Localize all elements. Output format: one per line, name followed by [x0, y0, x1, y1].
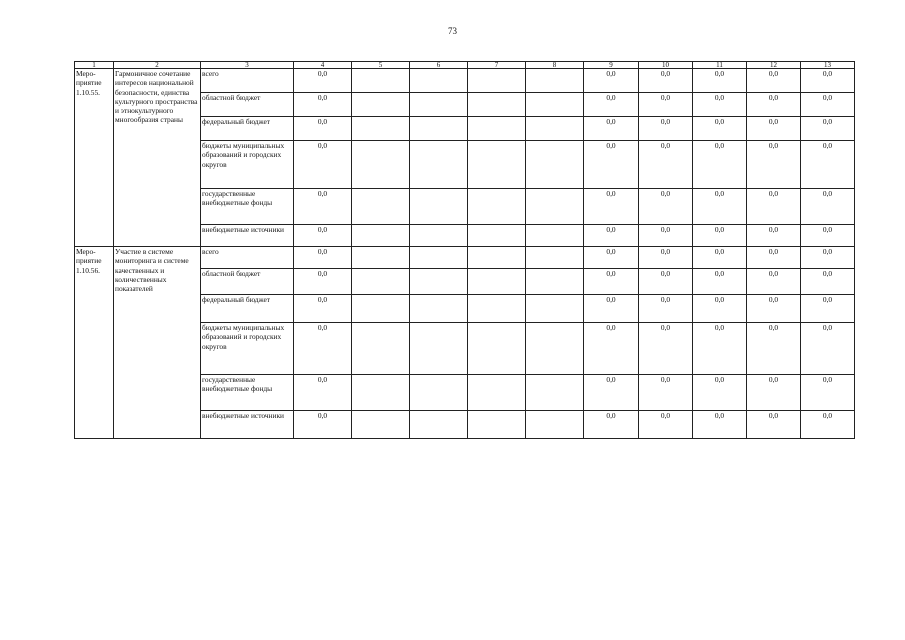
value-cell — [410, 117, 468, 141]
value-cell — [410, 269, 468, 295]
column-header: 13 — [801, 62, 855, 69]
column-header: 9 — [584, 62, 639, 69]
value-cell — [468, 411, 526, 439]
value-cell: 0,0 — [639, 93, 693, 117]
column-header: 6 — [410, 62, 468, 69]
value-cell — [410, 411, 468, 439]
value-cell — [468, 69, 526, 93]
value-cell: 0,0 — [747, 323, 801, 375]
funding-source: бюджеты муниципальных образований и городских округов — [201, 141, 294, 189]
value-cell — [410, 295, 468, 323]
value-cell: 0,0 — [584, 141, 639, 189]
value-cell: 0,0 — [747, 225, 801, 247]
column-header: 2 — [114, 62, 201, 69]
value-cell: 0,0 — [639, 375, 693, 411]
value-cell — [352, 141, 410, 189]
value-cell: 0,0 — [639, 295, 693, 323]
column-header: 12 — [747, 62, 801, 69]
column-header: 7 — [468, 62, 526, 69]
value-cell — [352, 247, 410, 269]
value-cell: 0,0 — [693, 141, 747, 189]
value-cell: 0,0 — [801, 375, 855, 411]
value-cell: 0,0 — [747, 269, 801, 295]
funding-source: государственные внебюджетные фонды — [201, 189, 294, 225]
value-cell — [468, 323, 526, 375]
value-cell: 0,0 — [693, 69, 747, 93]
column-header: 8 — [526, 62, 584, 69]
value-cell: 0,0 — [584, 117, 639, 141]
funding-source: государственные внебюджетные фонды — [201, 375, 294, 411]
value-cell — [410, 375, 468, 411]
budget-table — [74, 61, 855, 439]
column-header: 5 — [352, 62, 410, 69]
value-cell: 0,0 — [801, 69, 855, 93]
value-cell — [526, 411, 584, 439]
value-cell: 0,0 — [294, 189, 352, 225]
value-cell: 0,0 — [693, 189, 747, 225]
value-cell — [410, 247, 468, 269]
value-cell: 0,0 — [584, 323, 639, 375]
value-cell: 0,0 — [294, 225, 352, 247]
value-cell — [468, 141, 526, 189]
value-cell — [468, 225, 526, 247]
value-cell — [526, 93, 584, 117]
value-cell: 0,0 — [639, 411, 693, 439]
value-cell: 0,0 — [747, 295, 801, 323]
value-cell — [526, 225, 584, 247]
value-cell — [526, 69, 584, 93]
value-cell — [352, 411, 410, 439]
value-cell: 0,0 — [747, 375, 801, 411]
value-cell: 0,0 — [639, 69, 693, 93]
value-cell: 0,0 — [639, 269, 693, 295]
funding-source: внебюджетные источники — [201, 225, 294, 247]
table-row — [75, 69, 855, 93]
value-cell: 0,0 — [693, 247, 747, 269]
funding-source: областной бюджет — [201, 269, 294, 295]
value-cell: 0,0 — [584, 375, 639, 411]
value-cell: 0,0 — [801, 247, 855, 269]
column-header: 1 — [75, 62, 114, 69]
value-cell — [352, 93, 410, 117]
value-cell — [352, 117, 410, 141]
value-cell: 0,0 — [584, 93, 639, 117]
value-cell: 0,0 — [294, 375, 352, 411]
value-cell: 0,0 — [639, 247, 693, 269]
value-cell: 0,0 — [693, 375, 747, 411]
value-cell: 0,0 — [639, 225, 693, 247]
value-cell: 0,0 — [693, 93, 747, 117]
value-cell — [410, 323, 468, 375]
value-cell — [526, 141, 584, 189]
value-cell: 0,0 — [294, 269, 352, 295]
value-cell — [410, 189, 468, 225]
event-title: Гармоничное сочетание интересов национальной безопасности, единства культурного пространства и этнокультурного многообразия страны — [114, 69, 201, 247]
value-cell: 0,0 — [294, 93, 352, 117]
value-cell — [352, 69, 410, 93]
value-cell — [468, 295, 526, 323]
value-cell: 0,0 — [801, 269, 855, 295]
funding-source: федеральный бюджет — [201, 295, 294, 323]
page-number: 73 — [448, 26, 457, 36]
value-cell: 0,0 — [747, 247, 801, 269]
funding-source: федеральный бюджет — [201, 117, 294, 141]
value-cell: 0,0 — [584, 69, 639, 93]
event-code: Меро- приятие 1.10.56. — [75, 247, 114, 439]
value-cell: 0,0 — [639, 189, 693, 225]
value-cell: 0,0 — [747, 189, 801, 225]
value-cell: 0,0 — [747, 69, 801, 93]
value-cell — [468, 117, 526, 141]
value-cell — [526, 323, 584, 375]
value-cell — [526, 247, 584, 269]
value-cell: 0,0 — [801, 189, 855, 225]
value-cell — [352, 189, 410, 225]
value-cell: 0,0 — [584, 295, 639, 323]
funding-source: областной бюджет — [201, 93, 294, 117]
value-cell: 0,0 — [747, 117, 801, 141]
funding-source: всего — [201, 69, 294, 93]
value-cell: 0,0 — [801, 117, 855, 141]
value-cell: 0,0 — [801, 411, 855, 439]
value-cell: 0,0 — [693, 269, 747, 295]
value-cell — [410, 93, 468, 117]
value-cell: 0,0 — [639, 323, 693, 375]
value-cell: 0,0 — [747, 411, 801, 439]
value-cell — [526, 117, 584, 141]
value-cell — [526, 189, 584, 225]
value-cell: 0,0 — [294, 247, 352, 269]
value-cell: 0,0 — [639, 117, 693, 141]
value-cell: 0,0 — [294, 323, 352, 375]
value-cell: 0,0 — [584, 411, 639, 439]
value-cell: 0,0 — [693, 295, 747, 323]
value-cell: 0,0 — [747, 93, 801, 117]
value-cell — [526, 269, 584, 295]
value-cell: 0,0 — [584, 269, 639, 295]
value-cell: 0,0 — [584, 225, 639, 247]
value-cell: 0,0 — [693, 323, 747, 375]
value-cell — [468, 375, 526, 411]
table-body — [75, 62, 855, 439]
value-cell: 0,0 — [584, 189, 639, 225]
value-cell: 0,0 — [294, 295, 352, 323]
value-cell: 0,0 — [693, 225, 747, 247]
value-cell: 0,0 — [801, 141, 855, 189]
value-cell: 0,0 — [693, 411, 747, 439]
column-header: 3 — [201, 62, 294, 69]
value-cell — [468, 189, 526, 225]
value-cell — [352, 269, 410, 295]
value-cell: 0,0 — [747, 141, 801, 189]
value-cell: 0,0 — [294, 117, 352, 141]
column-header: 11 — [693, 62, 747, 69]
table-row — [75, 247, 855, 269]
value-cell: 0,0 — [639, 141, 693, 189]
value-cell — [352, 375, 410, 411]
value-cell — [526, 295, 584, 323]
value-cell — [410, 225, 468, 247]
column-header: 10 — [639, 62, 693, 69]
funding-source: бюджеты муниципальных образований и городских округов — [201, 323, 294, 375]
value-cell — [352, 323, 410, 375]
value-cell — [352, 225, 410, 247]
value-cell — [410, 141, 468, 189]
value-cell: 0,0 — [801, 225, 855, 247]
event-title: Участие в системе мониторинга и системе качественных и количественных показателей — [114, 247, 201, 439]
column-header: 4 — [294, 62, 352, 69]
value-cell: 0,0 — [294, 411, 352, 439]
value-cell: 0,0 — [294, 141, 352, 189]
funding-source: внебюджетные источники — [201, 411, 294, 439]
value-cell — [526, 375, 584, 411]
funding-source: всего — [201, 247, 294, 269]
value-cell: 0,0 — [584, 247, 639, 269]
value-cell: 0,0 — [801, 295, 855, 323]
event-code: Меро- приятие 1.10.55. — [75, 69, 114, 247]
value-cell — [468, 247, 526, 269]
value-cell: 0,0 — [801, 93, 855, 117]
column-number-row — [75, 62, 855, 69]
value-cell — [410, 69, 468, 93]
value-cell: 0,0 — [693, 117, 747, 141]
value-cell — [468, 93, 526, 117]
value-cell: 0,0 — [801, 323, 855, 375]
value-cell — [468, 269, 526, 295]
value-cell: 0,0 — [294, 69, 352, 93]
value-cell — [352, 295, 410, 323]
